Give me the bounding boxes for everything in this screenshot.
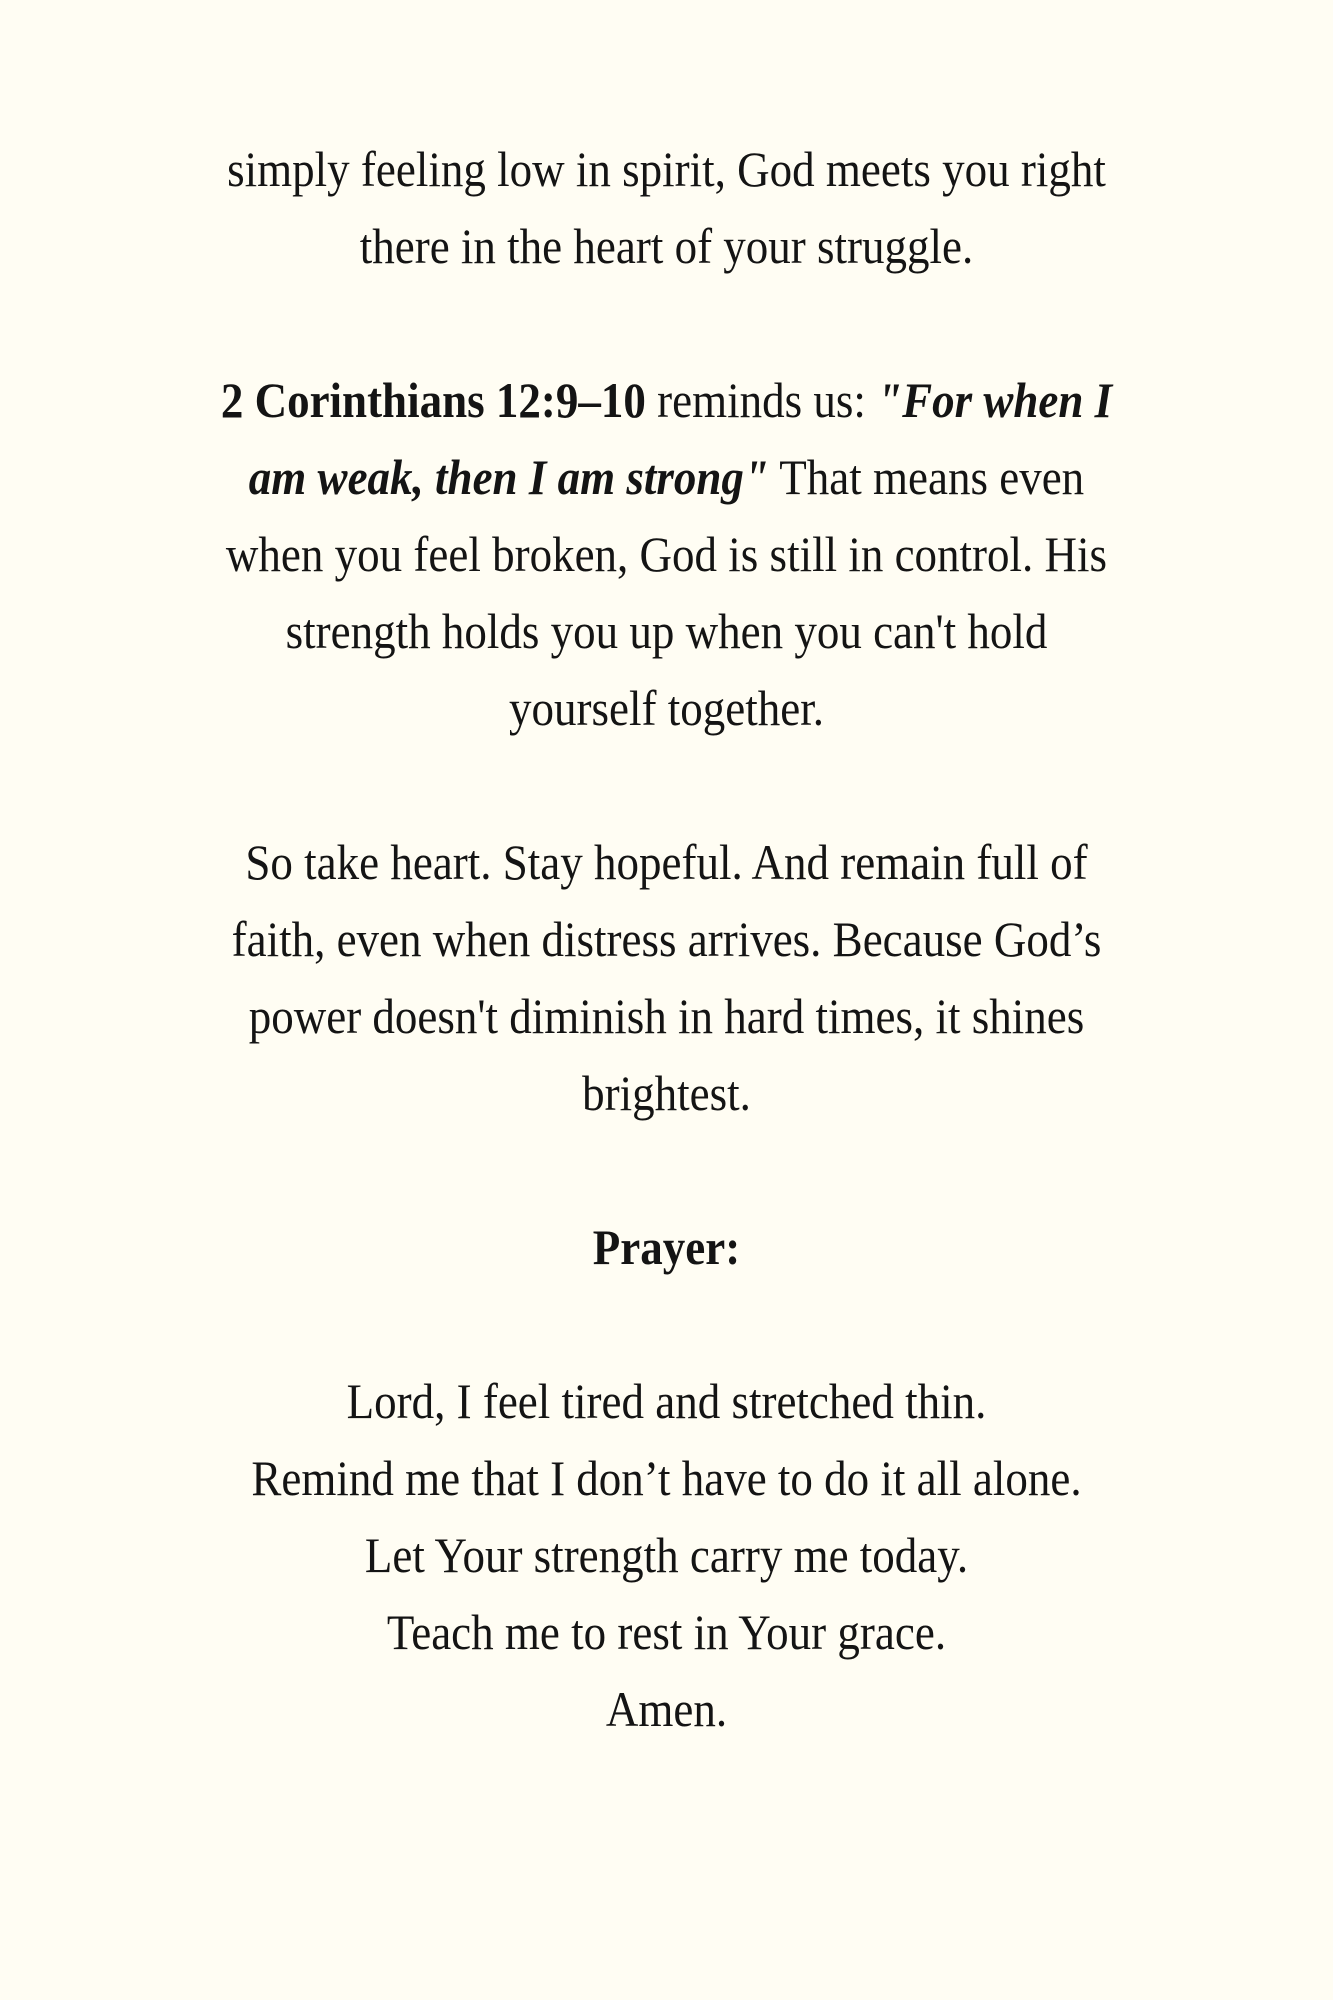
paragraph-encouragement-line-4: brightest. (582, 1065, 751, 1121)
prayer-line-4: Teach me to rest in Your grace. (386, 1604, 947, 1660)
prayer-line-3: Let Your strength carry me today. (364, 1527, 969, 1583)
paragraph-scripture-line-2 (121, 439, 1213, 516)
prayer-heading-block (60, 1209, 1273, 1286)
paragraph-scripture-line-4: strength holds you up when you can't hold (285, 603, 1048, 659)
scripture-quote-part-2: am weak, then I am strong" (248, 449, 769, 505)
prayer-line-1: Lord, I feel tired and stretched thin. (346, 1373, 987, 1429)
paragraph-scripture-line-3: when you feel broken, God is still in control. His (225, 526, 1108, 582)
scripture-line1-regular: reminds us: (645, 372, 878, 428)
scripture-quote-part-1: "For when I (877, 372, 1113, 428)
paragraph-intro-line-2: there in the heart of your struggle. (359, 218, 974, 274)
prayer-heading: Prayer: (592, 1219, 741, 1275)
prayer-line-2: Remind me that I don’t have to do it all alone. (251, 1450, 1082, 1506)
paragraph-scripture-line-5: yourself together. (509, 680, 824, 736)
scripture-reference: 2 Corinthians 12:9–10 (220, 372, 646, 428)
paragraph-encouragement-line-3: power doesn't diminish in hard times, it shines (248, 988, 1085, 1044)
paragraph-intro-line-1: simply feeling low in spirit, God meets you right (227, 141, 1106, 197)
paragraph-encouragement-line-2: faith, even when distress arrives. Because God’s (231, 911, 1102, 967)
paragraph-encouragement (60, 824, 1273, 1132)
paragraph-intro (60, 131, 1273, 285)
scripture-line2-regular: That means even (768, 449, 1085, 505)
paragraph-scripture-line-1 (121, 362, 1213, 439)
paragraph-scripture (60, 362, 1273, 747)
prayer-line-amen: Amen. (605, 1681, 728, 1737)
prayer-text (60, 1363, 1273, 1748)
paragraph-encouragement-line-1: So take heart. Stay hopeful. And remain full of (245, 834, 1088, 890)
